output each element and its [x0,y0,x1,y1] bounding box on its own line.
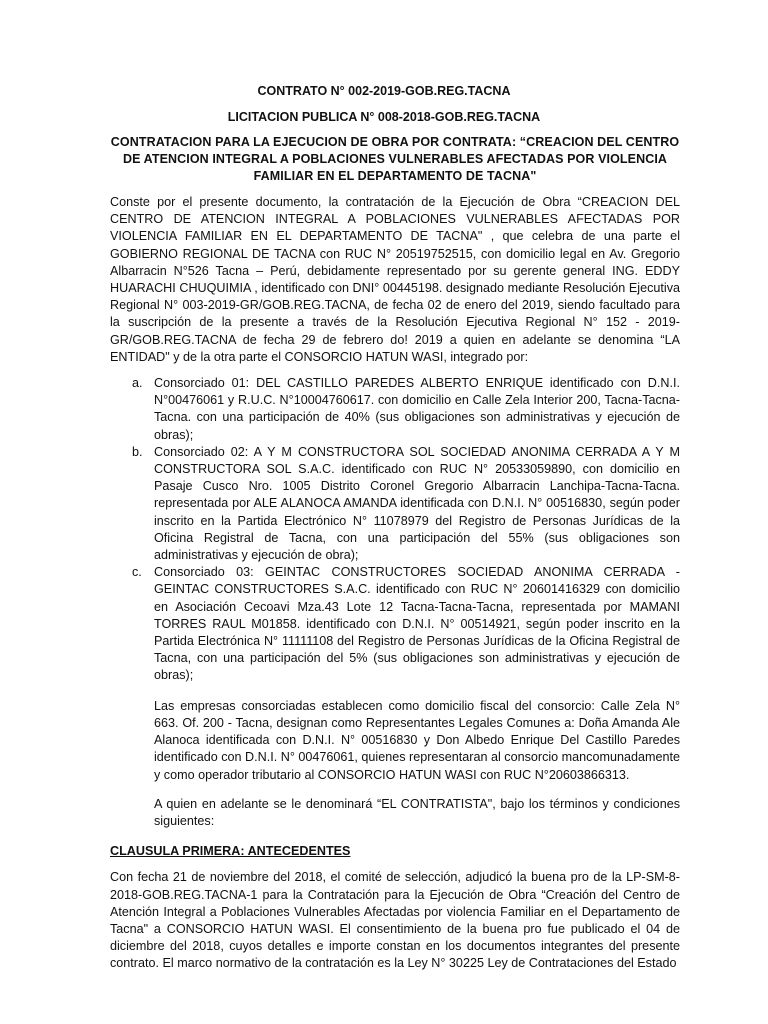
contract-number-title: CONTRATO N° 002-2019-GOB.REG.TACNA [257,84,511,98]
list-item-text: Consorciado 02: A Y M CONSTRUCTORA SOL SOCIEDAD ANONIMA CERRADA A Y M CONSTRUCTORA SOL S.A.C. identificado con RUC N° 20533059890, con domicilio en Pasaje Cusco Nro. 1005 Distrito Coronel Gregorio Albarracin Lanchipa-Tacna-Tacna. representada por ALE ALANOCA AMANDA identificada con D.N.I. N° 00516830, según poder inscrito en la Partida Electrónico N° 11078979 del Registro de Personas Jurídicas de la Oficina Registral de Tacna, con una participación del 55% (sus obligaciones son administrativas y ejecución de obra); [154,444,680,563]
document-body [110,194,680,973]
list-item-label: a. [132,376,143,391]
contract-subject-title: CONTRATACION PARA LA EJECUCION DE OBRA POR CONTRATA: “CREACION DEL CENTRO DE ATENCION INTEGRAL A POBLACIONES VULNERABLES AFECTADAS POR VIOLENCIA FAMILIAR EN EL DEPARTAMENTO DE TACNA" [110,135,680,183]
list-item-text: Consorciado 01: DEL CASTILLO PAREDES ALBERTO ENRIQUE identificado con D.N.I. N°00476061 y R.U.C. N°10004760617. con domicilio en Calle Zela Interior 200, Tacna-Tacna-Tacna. con una participación de 40% (sus obligaciones son administrativas y ejecución de obras); [154,376,680,442]
contractor-paragraph: A quien en adelante se le denominará “EL CONTRATISTA", bajo los términos y condiciones siguientes: [154,796,680,828]
list-item [132,375,680,444]
tender-number-title: LICITACION PUBLICA N° 008-2018-GOB.REG.TACNA [227,110,541,124]
domicile-paragraph: Las empresas consorciadas establecen como domicilio fiscal del consorcio: Calle Zela N° 663. Of. 200 - Tacna, designan como Representantes Legales Comunes a: Doña Amanda Ale Alanoca identificada con D.N.I. N° 00516830 y Don Albedo Enrique Del Castillo Paredes identificado con D.N.I. N° 00476061, quienes representaran al consorcio mancomunadamente y como operador tributario al CONSORCIO HATUN WASI con RUC N°20603866313. [154,698,680,782]
intro-paragraph: Conste por el presente documento, la contratación de la Ejecución de Obra “CREACION DEL CENTRO DE ATENCION INTEGRAL A POBLACIONES VULNERABLES AFECTADAS POR VIOLENCIA FAMILIAR EN EL DEPARTAMENTO DE TACNA" , que celebra de una parte el GOBIERNO REGIONAL DE TACNA con RUC N° 20519752515, con domicilio legal en Av. Gregorio Albarracin N°526 Tacna – Perú, debidamente representado por su gerente general ING. EDDY HUARACHI CHUQUIMIA , identificado con DNI° 00445198. designado mediante Resolución Ejecutiva Regional N° 003-2019-GR/GOB.REG.TACNA, de fecha 02 de enero del 2019, siendo facultado para la suscripción de la presente a través de la Resolución Ejecutiva Regional N° 152 - 2019-GR/GOB.REG.TACNA de fecha 29 de febrero do! 2019 a quien en adelante se denomina “LA ENTIDAD" y de la otra parte el CONSORCIO HATUN WASI, integrado por: [110,195,680,364]
list-item [132,444,680,564]
list-item-text: Consorciado 03: GEINTAC CONSTRUCTORES SOCIEDAD ANONIMA CERRADA - GEINTAC CONSTRUCTORES S.A.C. identificado con RUC N° 20601416329 con domicilio en Asociación Cecoavi Mza.43 Lote 12 Tacna-Tacna-Tacna, representada por MAMANI TORRES RAUL M01858. identificado con D.N.I. N° 00514921, según poder inscrito en la Partida Electrónica N° 11111108 del Registro de Personas Jurídicas de la Oficina Registral de Tacna, con una participación del 5% (sus obligaciones son administrativas y ejecución de obras); [154,565,680,683]
list-item-label: c. [132,565,142,580]
list-item-label: b. [132,444,143,459]
clause-one-paragraph: Con fecha 21 de noviembre del 2018, el comité de selección, adjudicó la buena pro de la LP-SM-8-2018-GOB.REG.TACNA-1 para la Contratación para la Ejecución de Obra “Creación del Centro de Atención Integral a Poblaciones Vulnerables Afectadas por violencia Familiar en el Departamento de Tacna" a CONSORCIO HATUN WASI. El consentimiento de la buena pro fue publicado el 04 de diciembre del 2018, cuyos detalles e importe constan en los documentos integrantes del presente contrato. El marco normativo de la contratación es la Ley N° 30225 Ley de Contrataciones del Estado [110,870,680,971]
consortium-members-list [110,375,680,685]
list-item [132,564,680,684]
clause-one-heading: CLAUSULA PRIMERA: ANTECEDENTES [110,844,351,859]
